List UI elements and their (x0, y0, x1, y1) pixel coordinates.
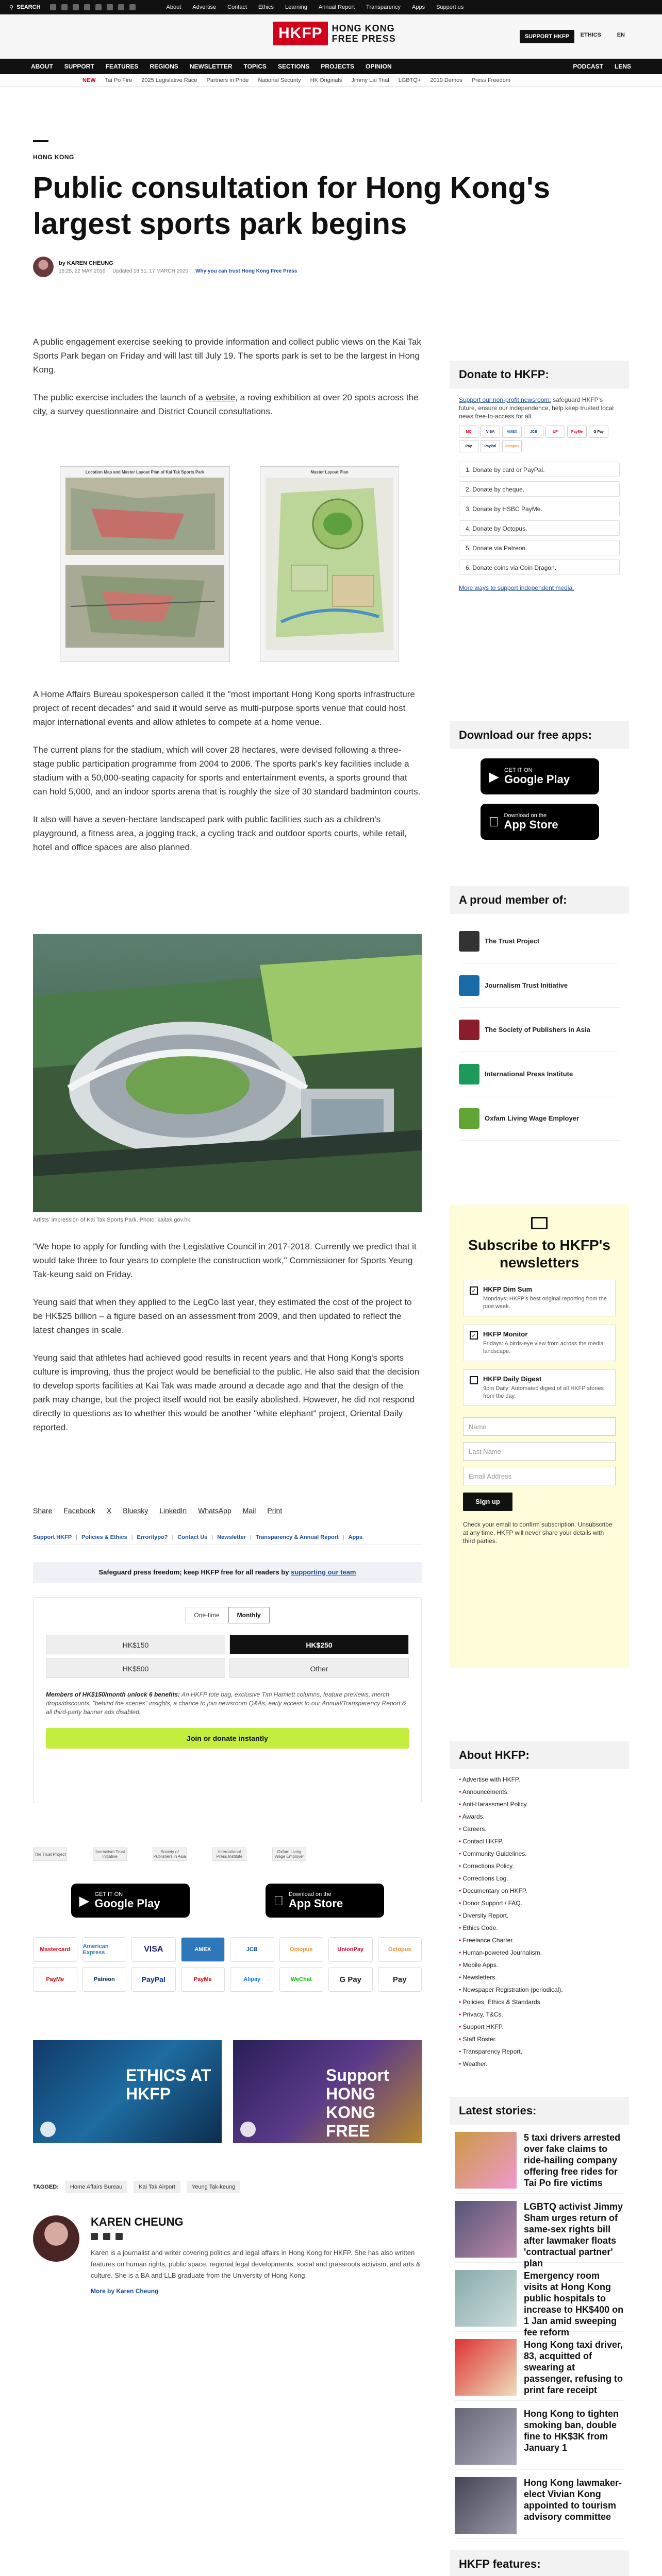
footer-link[interactable]: Policies & Ethics (81, 1534, 127, 1540)
payment-logo: PayMe (181, 1967, 225, 1992)
instagram-icon[interactable] (73, 4, 79, 10)
donate-option[interactable]: 4. Donate by Octopus. (459, 520, 620, 536)
frequency-toggle (46, 1607, 409, 1623)
share-linkedin[interactable]: LinkedIn (159, 1506, 187, 1515)
payment-logo: PayMe (33, 1967, 77, 1992)
share-label[interactable]: Share (33, 1506, 53, 1515)
story-thumbnail (455, 2132, 517, 2189)
site-logo[interactable] (273, 22, 396, 45)
subnav-item[interactable]: Press Freedom (471, 77, 510, 83)
tag-item[interactable]: Kai Tak Airport (134, 2181, 180, 2193)
x-icon[interactable] (61, 4, 68, 10)
support-newsroom-link[interactable]: Support our non-profit newsroom: (459, 396, 551, 403)
nav-topics[interactable]: TOPICS (243, 63, 267, 70)
trust-project-logo[interactable]: The Trust Project (33, 1848, 67, 1861)
sidebar-title: Latest stories: (450, 2097, 629, 2125)
share-facebook[interactable]: Facebook (63, 1506, 95, 1515)
payment-logo: Patreon (82, 1967, 127, 1992)
about-link[interactable]: • Support HKFP. (459, 2021, 620, 2033)
top-link-annual-report[interactable]: Annual Report (318, 4, 355, 10)
map-figure (33, 466, 422, 667)
oxfam-logo[interactable]: Oxfam Living Wage Employer (272, 1848, 306, 1861)
facebook-icon[interactable] (50, 4, 56, 10)
payment-logo: WeChat (279, 1967, 324, 1992)
sidebar-title: A proud member of: (450, 886, 629, 914)
payment-logo: American Express (82, 1937, 127, 1962)
top-link-apps[interactable]: Apps (412, 4, 425, 10)
location-map-drawing (60, 478, 229, 653)
about-link[interactable]: • Community Guidelines. (459, 1848, 620, 1860)
promo-banners (33, 2040, 422, 2159)
envelope-icon (531, 1217, 548, 1229)
payment-logo: Pay (378, 1967, 422, 1992)
about-link[interactable]: • Newsletters. (459, 1971, 620, 1984)
mail-icon[interactable] (107, 4, 113, 10)
checkbox[interactable]: ✓ (470, 1286, 478, 1295)
member-benefits: Members of HK$150/month unlock 6 benefits: An HKFP tote bag, exclusive Tim Hamlett columns, feature previews, merch drops/discounts, "behind the scenes" insights, a chance to join newsroom Q&As, early access to our Annual/Transparency Report & all third-party banner ads disabled. (46, 1691, 406, 1716)
about-link[interactable]: • Announcements. (459, 1786, 620, 1798)
donate-option[interactable]: 5. Donate via Patreon. (459, 540, 620, 555)
author-social (91, 2233, 422, 2240)
share-bluesky[interactable]: Bluesky (123, 1506, 148, 1515)
header-ethics-link[interactable]: ETHICS (580, 32, 601, 38)
article-footer-links: Support HKFP | Policies & Ethics | Error/typo? | Contact Us | Newsletter | Transparency & Annual Report | Apps (33, 1534, 363, 1540)
story-thumbnail (455, 2408, 517, 2465)
subnav-item[interactable]: HK Originals (310, 77, 342, 83)
freq-monthly[interactable]: Monthly (228, 1607, 270, 1623)
location-map-image: Location Map and Master Layout Plan of Kai Tak Sports Park (60, 466, 230, 662)
paragraph: "We hope to apply for funding with the Legislative Council in 2017-2018. Currently we predict that it would take three to four years to complete the construction work," Commissioner for Sports Yeung Tak-keung said on Friday. (33, 1242, 417, 1279)
search-button[interactable]: ⚲ SEARCH (9, 4, 41, 11)
sopa-logo[interactable]: Society of Publishers in Asia (153, 1848, 187, 1861)
top-link-learning[interactable]: Learning (285, 4, 307, 10)
top-link-about[interactable]: About (166, 4, 181, 10)
name-field[interactable]: Name (463, 1417, 616, 1436)
paragraph: The current plans for the stadium, which will cover 28 hectares, were devised following a three-stage public participation programme from 2004 to 2006. The sports park's key facilities include a stadium with a 50,000-seating capacity for sports and entertainment events, a sports ground that can hold 5,000, and an indoor sports arena that is roughly the size of 30 standard badminton courts. (33, 745, 421, 796)
facebook-icon[interactable] (103, 2233, 110, 2240)
amount-option[interactable]: HK$500 (46, 1658, 225, 1678)
payment-logo: G Pay (328, 1967, 373, 1992)
paragraph: A Home Affairs Bureau spokesperson called it the "most important Hong Kong sports infrastructure project of recent decades" and said it would serve as multi-purpose sports venue that could host major international events and allow athletes to compete at a home venue. (33, 689, 415, 727)
logo-name: HONG KONG FREE PRESS (332, 23, 396, 44)
subnav-item[interactable]: National Security (258, 77, 301, 83)
article-body-middle (33, 687, 422, 868)
support-hkfp-button[interactable]: SUPPORT HKFP (520, 30, 574, 43)
nav-about[interactable]: ABOUT (31, 63, 53, 70)
more-by-author-link[interactable]: More by Karen Cheung (91, 2287, 159, 2295)
nav-regions[interactable]: REGIONS (150, 63, 178, 70)
sidebar-member (450, 886, 629, 1146)
payment-logo: VISA (131, 1937, 176, 1962)
donation-widget (33, 1597, 422, 1803)
author-box (33, 2215, 422, 2295)
nav-opinion[interactable]: OPINION (365, 63, 392, 70)
nav-sections[interactable]: SECTIONS (277, 63, 310, 70)
subnav-item[interactable]: Jimmy Lai Trial (351, 77, 389, 83)
about-link[interactable]: • Awards. (459, 1810, 620, 1823)
about-link[interactable]: • Staff Roster. (459, 2033, 620, 2045)
play-icon (40, 2122, 56, 2137)
latest-story[interactable]: Emergency room visits at Hong Kong public hospitals to increase to HK$400 on 1 Jan amid sweeping fee reform (455, 2263, 624, 2332)
author-name[interactable]: KAREN CHEUNG (91, 2215, 184, 2228)
app-store-button[interactable]: Download on the App Store (266, 1884, 384, 1918)
x-icon[interactable] (91, 2233, 98, 2240)
amount-option-other[interactable]: Other (229, 1658, 409, 1678)
byline-author[interactable]: by KAREN CHEUNG (59, 260, 113, 266)
search-icon: ⚲ (9, 4, 14, 11)
donate-option[interactable]: 3. Donate by HSBC PayMe. (459, 501, 620, 516)
master-plan-drawing (260, 478, 399, 653)
join-donate-button[interactable]: Join or donate instantly (46, 1728, 409, 1749)
sidebar-donate: Donate to HKFP: Support our non-profit newsroom: safeguard HKFP's future, ensure our independence, help keep trusted local news free-to-access for all. MC VISA AMEX JCB UP PayMe G Pay Pay PayPal Octopus 1. Donate by card or PayPal. 2. Donate by cheque. 3. Donate by HSBC PayMe. 4. Donate by Octopus. 5. Donate via Patreon. 6. Donate coins via Coin Dragon. More ways to support independent media. (450, 361, 629, 597)
author-photo[interactable] (33, 2215, 79, 2262)
google-play-icon: ▶ (489, 768, 499, 784)
linkedin-icon[interactable] (115, 2233, 123, 2240)
donate-option[interactable]: 2. Donate by cheque. (459, 481, 620, 497)
reported-link[interactable]: reported (33, 1422, 66, 1432)
top-link-ethics[interactable]: Ethics (258, 4, 274, 10)
sidebar-title: About HKFP: (450, 1741, 629, 1769)
paragraph: The public exercise includes the launch of a website, a roving exhibition at over 20 spots across the city, a survey questionnaire and District Council consultations. (33, 393, 419, 416)
member-sopa[interactable]: The Society of Publishers in Asia (459, 1008, 620, 1052)
support-team-link[interactable]: supporting our team (291, 1568, 356, 1576)
trust-project-icon (459, 931, 479, 952)
payment-logo: Mastercard (33, 1937, 77, 1962)
play-icon (240, 2122, 256, 2137)
footer-link[interactable]: Contact Us (177, 1534, 208, 1540)
newsletter-option-monitor[interactable]: ✓ HKFP Monitor Fridays: A birds-eye view from across the media landscape. (463, 1325, 616, 1361)
share-bar (33, 1506, 282, 1515)
ethics-banner[interactable]: ETHICS AT HKFP (33, 2040, 222, 2143)
about-link[interactable]: • Contact HKFP. (459, 1835, 620, 1848)
about-link[interactable]: • Donor Support / FAQ. (459, 1897, 620, 1909)
story-thumbnail (455, 2477, 517, 2534)
tag-list: TAGGED: Home Affairs Bureau Kai Tak Airport Yeung Tak-keung (33, 2181, 240, 2193)
payment-logo: Octopus (279, 1937, 324, 1962)
new-badge: NEW (82, 77, 96, 83)
member-oxfam[interactable]: Oxfam Living Wage Employer (459, 1096, 620, 1141)
latest-story[interactable]: 5 taxi drivers arrested over fake claims to ride-hailing company offering free rides for Tai Po fire victims (455, 2125, 624, 2194)
last-name-field[interactable]: Last Name (463, 1442, 616, 1461)
card-logos: MC VISA AMEX JCB UP PayMe G Pay Pay PayPal Octopus (450, 420, 629, 457)
footer-link[interactable]: Newsletter (217, 1534, 246, 1540)
nav-podcast[interactable]: PODCAST (573, 63, 603, 70)
paragraph: It also will have a seven-hectare landscaped park with public facilities such as a children's playground, a fitness area, a jogging track, a cycling track and outdoor sports courts, while retail, hotel and office spaces are also planned. (33, 815, 407, 852)
payment-logo: Alipay (230, 1967, 274, 1992)
google-play-icon: ▶ (79, 1892, 90, 1908)
article-body-bottom (33, 1240, 422, 1448)
author-bio: Karen is a journalist and writer covering politics and legal affairs in Hong Kong for HKFP. She has also written features on human rights, public space, regional legal developments, social and grassroots activism, and arts & culture. She is a BA and LLB graduate from the University of Hong Kong. (91, 2249, 421, 2279)
payment-logo: JCB (230, 1937, 274, 1962)
payment-logo: Octopus (378, 1937, 422, 1962)
updated-date: Updated 18:51, 17 MARCH 2020 (112, 268, 189, 274)
master-plan-image: Master Layout Plan (260, 466, 399, 662)
member-trust-project[interactable]: The Trust Project (459, 919, 620, 963)
top-link-transparency[interactable]: Transparency (366, 4, 401, 10)
subnav-item[interactable]: Tai Po Fire (105, 77, 133, 83)
amount-option[interactable]: HK$150 (46, 1635, 225, 1654)
sign-up-button[interactable]: Sign up (463, 1493, 512, 1511)
publish-date: 15:25, 22 MAY 2016 (59, 268, 106, 274)
freq-one-time[interactable]: One-time (185, 1607, 228, 1623)
ipi-icon (459, 1064, 479, 1084)
about-link[interactable]: • Corrections Log. (459, 1872, 620, 1885)
subnav-item[interactable]: 2025 Legislative Race (141, 77, 197, 83)
stadium-rendering (33, 934, 422, 1212)
paragraph: Yeung said that athletes had achieved good results in recent years and that Hong Kong's sports culture is improving, thus the project would be beneficial to the public. He also said that the decision to develop sports facilities at Kai Tak was made around a decade ago and that the design of the park may change, but the project itself would not be easily abolished. However, he did not respond directly to questions as to whether this would be another "white elephant" project, Oriental Daily reported. (33, 1353, 420, 1432)
sidebar-latest (450, 2097, 629, 2539)
partner-logos (33, 1848, 306, 1861)
article-header (33, 140, 631, 277)
about-link[interactable]: • Diversity Report. (459, 1909, 620, 1922)
site-header (0, 14, 662, 59)
about-link[interactable]: • Mobile Apps. (459, 1959, 620, 1971)
sidebar-features (450, 2550, 629, 2576)
amount-grid (46, 1635, 409, 1678)
safeguard-banner: Safeguard press freedom; keep HKFP free for all readers by supporting our team (33, 1562, 422, 1583)
email-field[interactable]: Email Address (463, 1467, 616, 1485)
article-headline: Public consultation for Hong Kong's largest sports park begins (33, 171, 550, 241)
byline (33, 257, 631, 277)
bluesky-icon[interactable] (129, 4, 136, 10)
article-body-top (33, 335, 422, 432)
sidebar-title: HKFP features: (450, 2550, 629, 2576)
nav-newsletter[interactable]: NEWSLETTER (189, 63, 233, 70)
top-links (167, 4, 464, 10)
latest-story[interactable]: Hong Kong lawmaker-elect Vivian Kong appointed to tourism advisory committee (455, 2470, 624, 2539)
about-link[interactable]: • Privacy, T&Cs. (459, 2008, 620, 2021)
paragraph: A public engagement exercise seeking to provide information and collect public views on the Kai Tak Sports Park began on Friday and will last till July 19. The sports park is set to be the largest in Hong Kong. (33, 337, 421, 375)
footer-link[interactable]: Apps (348, 1534, 363, 1540)
newsletter-note: Check your email to confirm subscription. Unsubscribe at any time. HKFP will never share your details with third parties. (463, 1521, 613, 1545)
about-link[interactable]: • Policies, Ethics & Standards. (459, 1996, 620, 2008)
checkbox[interactable]: ✓ (470, 1331, 478, 1340)
member-jti[interactable]: Journalism Trust Initiative (459, 963, 620, 1008)
footer-link[interactable]: Support HKFP (33, 1534, 72, 1540)
why-trust-link[interactable]: Why you can trust Hong Kong Free Press (195, 268, 297, 274)
social-icons (50, 4, 136, 10)
payment-logo: UnionPay (328, 1937, 373, 1962)
jti-icon (459, 975, 479, 996)
oxfam-icon (459, 1108, 479, 1129)
subnav-item[interactable]: 2019 Demos (430, 77, 462, 83)
nav-support[interactable]: SUPPORT (64, 63, 94, 70)
top-link-support[interactable]: Support us (436, 4, 464, 10)
payment-logo: PayPal (131, 1967, 176, 1992)
more-ways-link[interactable]: More ways to support independent media. (459, 584, 574, 591)
sidebar-about (450, 1741, 629, 2074)
checkbox[interactable] (470, 1376, 478, 1384)
ipi-logo[interactable]: International Press Institute (212, 1848, 246, 1861)
about-link[interactable]: • Newspaper Registration (periodical). (459, 1984, 620, 1996)
nav-features[interactable]: FEATURES (105, 63, 139, 70)
about-link[interactable]: • Weather. (459, 2058, 620, 2070)
main-nav (0, 59, 662, 74)
nav-projects[interactable]: PROJECTS (321, 63, 354, 70)
google-play-button[interactable]: ▶ GET IT ON Google Play (71, 1884, 190, 1918)
threads-icon[interactable] (84, 4, 90, 10)
latest-story[interactable]: LGBTQ activist Jimmy Sham urges return of same-sex rights bill after lawmaker floats 'contractual partner' plan (455, 2194, 624, 2263)
newsletter-option-daily-digest[interactable]: HKFP Daily Digest 9pm Daily: Automated digest of all HKFP stories from the day. (463, 1369, 616, 1406)
about-link[interactable]: • Freelance Charter. (459, 1934, 620, 1946)
tag-item[interactable]: Home Affairs Bureau (65, 2181, 127, 2193)
apple-icon (489, 814, 499, 830)
youtube-icon[interactable] (95, 4, 102, 10)
paragraph: Yeung said that when they applied to the LegCo last year, they estimated the cost of the project to be HK$25 billion – a figure based on an assessment from 2009, and then updated to reflect the latest changes in scale. (33, 1297, 412, 1335)
newsletter-option-dim-sum[interactable]: ✓ HKFP Dim Sum Mondays: HKFP's best original reporting from the past week. (463, 1280, 616, 1316)
newsletter-title: Subscribe to HKFP's newsletters (468, 1237, 610, 1270)
google-play-button[interactable]: ▶ GET IT ON Google Play (481, 758, 599, 794)
sopa-icon (459, 1020, 479, 1040)
latest-story[interactable]: Hong Kong to tighten smoking ban, double fine to HK$3K from January 1 (455, 2401, 624, 2470)
share-x[interactable]: X (106, 1506, 112, 1515)
subnav-item[interactable]: Partners in Pride (206, 77, 249, 83)
article-category[interactable]: HONG KONG (33, 154, 74, 161)
share-whatsapp[interactable]: WhatsApp (198, 1506, 231, 1515)
about-link[interactable]: • Documentary on HKFP. (459, 1885, 620, 1897)
app-store-buttons (33, 1884, 422, 1918)
apple-icon (274, 1893, 284, 1909)
about-link[interactable]: • Ethics Code. (459, 1922, 620, 1934)
payment-logo: AMEX (181, 1937, 225, 1962)
about-link[interactable]: • Human-powered Journalism. (459, 1946, 620, 1959)
sidebar-title: Download our free apps: (450, 721, 629, 749)
footer-link[interactable]: Error/typo? (137, 1534, 168, 1540)
share-print[interactable]: Print (267, 1506, 283, 1515)
subnav-item[interactable]: LGBTQ+ (398, 77, 421, 83)
about-link[interactable]: • Careers. (459, 1823, 620, 1835)
story-thumbnail (455, 2201, 517, 2258)
top-link-contact[interactable]: Contact (227, 4, 247, 10)
latest-story[interactable]: Hong Kong taxi driver, 83, acquitted of swearing at passenger, refusing to print fare receipt (455, 2332, 624, 2401)
footer-link[interactable]: Transparency & Annual Report (255, 1534, 339, 1540)
author-avatar[interactable] (33, 257, 54, 277)
share-mail[interactable]: Mail (242, 1506, 256, 1515)
about-link[interactable]: • Corrections Policy. (459, 1860, 620, 1872)
top-link-advertise[interactable]: Advertise (192, 4, 217, 10)
header-language-link[interactable]: EN (617, 32, 625, 38)
donate-option[interactable]: 6. Donate coins via Coin Dragon. (459, 560, 620, 575)
header-rule (33, 140, 48, 142)
about-links (450, 1769, 629, 2074)
payment-methods (33, 1937, 422, 1992)
support-banner[interactable]: Support HONG KONG FREE PRESS (233, 2040, 422, 2143)
jti-logo[interactable]: Journalism Trust Initiative (93, 1848, 127, 1861)
story-thumbnail (455, 2339, 517, 2396)
about-link[interactable]: • Anti-Harassment Policy. (459, 1798, 620, 1810)
sub-nav (0, 74, 662, 87)
website-link[interactable]: website (205, 393, 236, 402)
donate-option[interactable]: 1. Donate by card or PayPal. (459, 462, 620, 477)
app-store-button[interactable]: Download on the App Store (481, 804, 599, 840)
sidebar-title: Donate to HKFP: (450, 361, 629, 388)
tag-item[interactable]: Yeung Tak-keung (187, 2181, 240, 2193)
member-ipi[interactable]: International Press Institute (459, 1052, 620, 1096)
about-link[interactable]: • Transparency Report. (459, 2045, 620, 2058)
top-utility-bar (0, 0, 662, 14)
story-thumbnail (455, 2270, 517, 2327)
sidebar-apps (450, 721, 629, 840)
about-link[interactable]: • Advertise with HKFP. (459, 1773, 620, 1786)
newsletter-signup (450, 1205, 629, 1668)
logo-mark: HKFP (273, 22, 328, 45)
amount-option-selected[interactable]: HK$250 (229, 1635, 409, 1654)
photo-caption: Artists' impression of Kai Tak Sports Park. Photo: kaitak.gov.hk. (33, 1217, 192, 1223)
telegram-icon[interactable] (118, 4, 124, 10)
stadium-photo (33, 934, 422, 1212)
nav-lens[interactable]: LENS (614, 63, 631, 70)
